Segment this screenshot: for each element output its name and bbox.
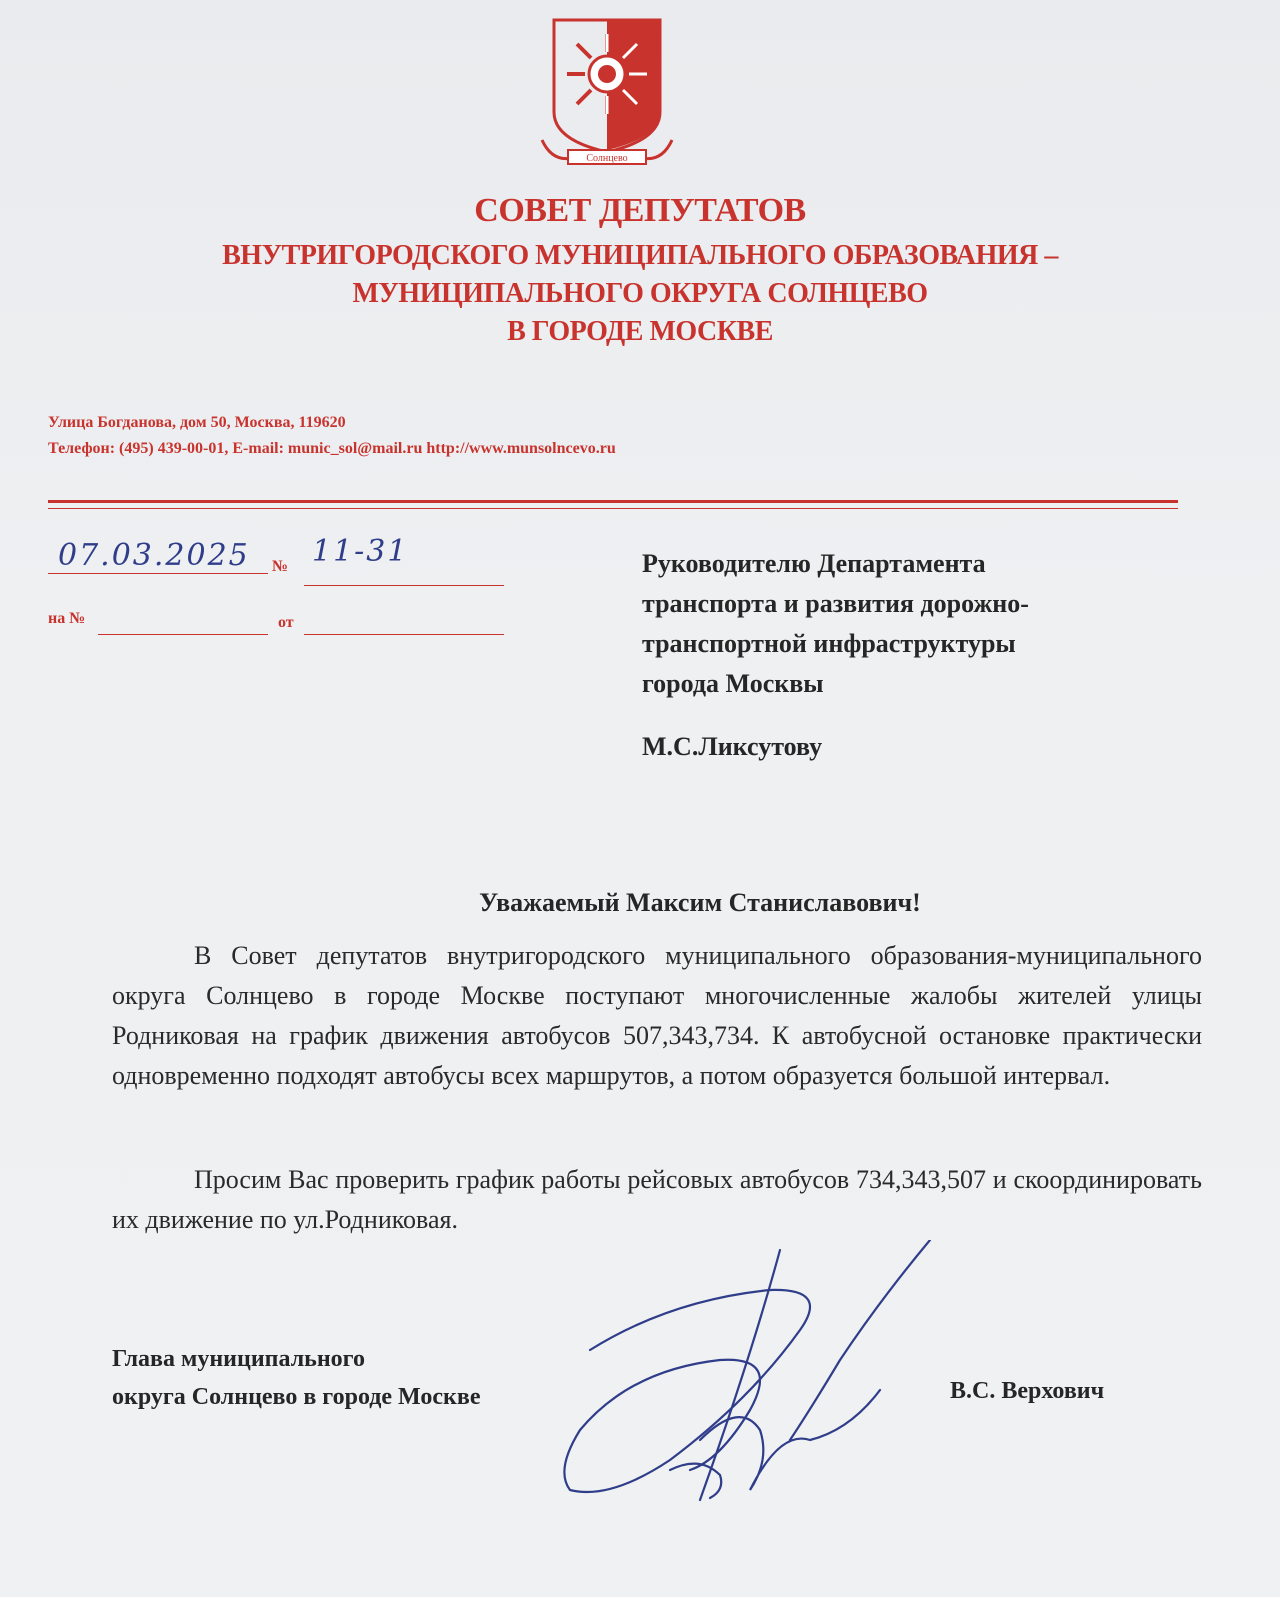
header-divider [48, 500, 1178, 503]
recipient-line: Руководителю Департамента [642, 549, 986, 578]
from-underline [304, 634, 504, 635]
outgoing-number: 11-31 [312, 534, 409, 569]
handwritten-signature [550, 1240, 970, 1540]
recipient-name: М.С.Ликсутову [642, 732, 823, 761]
number-label: № [272, 558, 289, 575]
number-underline [304, 585, 504, 586]
solntsevo-coat-of-arms-icon [532, 12, 682, 172]
recipient-block [642, 544, 1162, 704]
reply-to-label: на № [48, 610, 86, 627]
reply-to-underline [98, 634, 268, 635]
signatory-title-line: Глава муниципального [112, 1346, 365, 1372]
recipient-line: транспортной инфраструктуры [642, 629, 1016, 658]
recipient-line: транспорта и развития дорожно- [642, 589, 1029, 618]
signatory-title [112, 1340, 480, 1416]
outgoing-date: 07.03.2025 [58, 538, 250, 573]
signatory-title-line: округа Солнцево в городе Москве [112, 1384, 481, 1410]
org-title-line2: ВНУТРИГОРОДСКОГО МУНИЦИПАЛЬНОГО ОБРАЗОВАНИЯ – [222, 240, 1058, 271]
body-paragraph: Просим Вас проверить график работы рейсовых автобусов 734,343,507 и скоординировать их движение по ул.Родниковая. [112, 1165, 1202, 1234]
org-title-line1: СОВЕТ ДЕПУТАТОВ [474, 192, 806, 229]
body-paragraph: В Совет депутатов внутригородского муниципального образования-муниципального округа Солнцево в городе Москве поступают многочисленные жалобы жителей улицы Родниковая на график движения автобусов 507,343,734. К автобусной остановке практически одновременно подходят автобусы всех маршрутов, а потом образуется большой интервал. [112, 941, 1202, 1090]
recipient-line: города Москвы [642, 669, 824, 698]
org-contacts: Телефон: (495) 439-00-01, E-mail: munic_sol@mail.ru http://www.munsolncevo.ru [48, 440, 616, 457]
date-underline [48, 573, 268, 574]
header-divider-thin [48, 508, 1178, 509]
signatory-name: В.С. Верхович [950, 1378, 1105, 1404]
org-title-line4: В ГОРОДЕ МОСКВЕ [507, 316, 773, 347]
salutation: Уважаемый Максим Станиславович! [479, 888, 921, 917]
org-address: Улица Богданова, дом 50, Москва, 119620 [48, 414, 346, 431]
from-label: от [278, 614, 294, 631]
org-title-line3: МУНИЦИПАЛЬНОГО ОКРУГА СОЛНЦЕВО [352, 278, 928, 309]
svg-text:Солнцево: Солнцево [586, 153, 628, 164]
